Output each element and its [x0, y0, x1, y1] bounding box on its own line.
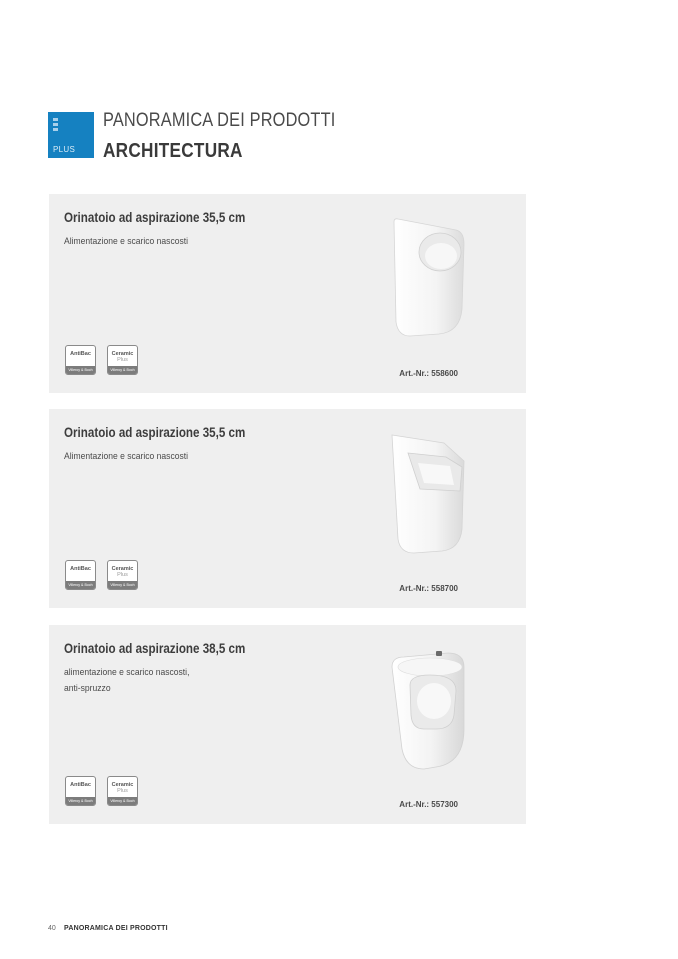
badge-name: AntiBac: [70, 782, 91, 788]
article-number: Art.-Nr.: 558600: [399, 369, 458, 378]
ceramicplus-badge: [107, 345, 138, 375]
article-number: Art.-Nr.: 557300: [399, 800, 458, 809]
product-description: [64, 665, 189, 697]
badge-name: AntiBac: [70, 351, 91, 357]
urinal-image: [384, 214, 474, 339]
badge-name: Ceramic: [111, 782, 134, 788]
description-line: Alimentazione e scarico nascosti: [64, 451, 189, 462]
product-card: [49, 409, 526, 608]
description-line: Alimentazione e scarico nascosti: [64, 236, 189, 247]
product-card: [49, 625, 526, 824]
product-title: Orinatoio ad aspirazione 35,5 cm: [64, 425, 246, 440]
urinal-image: [384, 429, 474, 554]
badge-name-line2: Plus: [117, 572, 128, 578]
antibac-badge: [65, 560, 96, 590]
description-line: anti-spruzzo: [64, 683, 111, 694]
section-title: PANORAMICA DEI PRODOTTI: [103, 110, 336, 131]
footer-title: PANORAMICA DEI PRODOTTI: [64, 925, 168, 932]
product-title: Orinatoio ad aspirazione 35,5 cm: [64, 210, 246, 225]
product-description: [64, 449, 188, 465]
badge-name-line2: Plus: [117, 788, 128, 794]
bars-icon: [53, 118, 58, 133]
badge-footer: Villeroy & Boch: [108, 581, 137, 589]
description-line: alimentazione e scarico nascosti,: [64, 667, 190, 678]
page-number: 40: [48, 925, 56, 932]
antibac-badge: [65, 776, 96, 806]
product-title: Orinatoio ad aspirazione 38,5 cm: [64, 641, 246, 656]
plus-brand-tile: [48, 112, 94, 158]
badge-footer: Villeroy & Boch: [66, 797, 95, 805]
product-card: [49, 194, 526, 393]
badge-name: Ceramic: [111, 566, 134, 572]
ceramicplus-badge: [107, 560, 138, 590]
badge-name-line2: Plus: [117, 357, 128, 363]
badge-footer: Villeroy & Boch: [66, 581, 95, 589]
badge-footer: Villeroy & Boch: [66, 366, 95, 374]
badge-name: AntiBac: [70, 566, 91, 572]
article-number: Art.-Nr.: 558700: [399, 584, 458, 593]
plus-label: PLUS: [53, 145, 76, 154]
section-subtitle: ARCHITECTURA: [103, 140, 243, 162]
urinal-image: [384, 645, 474, 770]
badge-footer: Villeroy & Boch: [108, 797, 137, 805]
antibac-badge: [65, 345, 96, 375]
product-description: [64, 234, 188, 250]
ceramicplus-badge: [107, 776, 138, 806]
badge-name: Ceramic: [111, 351, 134, 357]
badge-footer: Villeroy & Boch: [108, 366, 137, 374]
